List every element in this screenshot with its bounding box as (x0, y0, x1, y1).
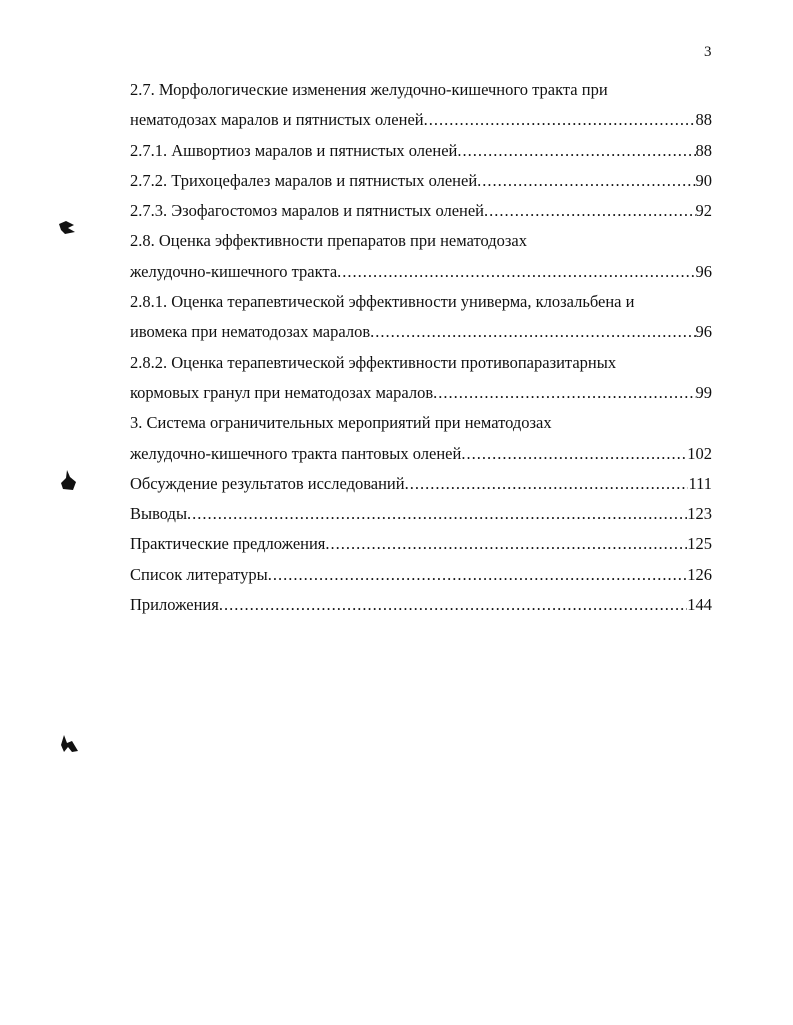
toc-entry (130, 226, 712, 287)
toc-entry-title: кормовых гранул при нематодозах маралов (130, 382, 434, 402)
dot-leader (325, 529, 687, 559)
punch-mark (56, 216, 78, 242)
toc-page-number: 102 (687, 443, 712, 463)
punch-mark (58, 468, 80, 494)
dot-leader (424, 105, 696, 135)
toc-page-number: 126 (687, 564, 712, 584)
toc-entry (130, 166, 712, 196)
toc-page-number: 90 (695, 170, 712, 190)
toc-entry-title: желудочно-кишечного тракта (130, 261, 338, 281)
toc-entry (130, 590, 712, 620)
toc-entry-final-line (130, 529, 712, 559)
toc-page-number: 125 (687, 534, 712, 554)
dot-leader (337, 257, 695, 287)
toc-entry (130, 560, 712, 590)
dot-leader (405, 469, 689, 499)
toc-entry-title: нематодозах маралов и пятнистых оленей (130, 110, 424, 130)
toc-page-number: 111 (688, 473, 712, 493)
toc-entry (130, 287, 712, 348)
toc-entry-final-line (130, 499, 712, 529)
toc-entry-line: 2.8. Оценка эффективности препаратов при нематодозах (130, 231, 527, 251)
toc-page-number: 96 (695, 261, 712, 281)
toc-entry-title: желудочно-кишечного тракта пантовых оленей (130, 443, 462, 463)
toc-entry (130, 499, 712, 529)
toc-entry-final-line (130, 166, 712, 196)
toc-entry-title: Список литературы (130, 564, 268, 584)
toc-page-number: 88 (695, 140, 712, 160)
toc-entry-final-line (130, 317, 712, 347)
page-number: 3 (704, 44, 712, 60)
toc-entry (130, 469, 712, 499)
dot-leader (370, 317, 695, 347)
toc-entry (130, 529, 712, 559)
dot-leader (461, 439, 687, 469)
toc-entry-final-line (130, 590, 712, 620)
toc-entry-title: ивомека при нематодозах маралов (130, 322, 371, 342)
dot-leader (268, 560, 688, 590)
dot-leader (219, 590, 687, 620)
toc-entry-final-line (130, 105, 712, 135)
toc-entry-final-line (130, 469, 712, 499)
toc-page-number: 92 (695, 201, 712, 221)
toc-entry-line: 2.7. Морфологические изменения желудочно-кишечного тракта при (130, 80, 608, 99)
toc-entry-line: 2.8.1. Оценка терапевтической эффективности универма, клозальбена и (130, 292, 635, 312)
toc-entry (130, 408, 712, 469)
dot-leader (187, 499, 687, 529)
table-of-contents (130, 75, 712, 620)
toc-entry-line: 2.8.2. Оценка терапевтической эффективности противопаразитарных (130, 352, 617, 372)
toc-entry-title: Практические предложения (130, 534, 326, 554)
toc-page-number: 144 (687, 595, 712, 615)
toc-entry-final-line (130, 560, 712, 590)
toc-entry (130, 136, 712, 166)
toc-entry-final-line (130, 439, 712, 469)
toc-entry-final-line (130, 136, 712, 166)
toc-entry-title: 2.7.2. Трихоцефалез маралов и пятнистых оленей (130, 170, 478, 190)
toc-page-number: 88 (695, 110, 712, 130)
toc-page-number: 99 (695, 382, 712, 402)
toc-page-number: 96 (695, 322, 712, 342)
toc-entry-title: Приложения (130, 595, 219, 615)
dot-leader (484, 196, 695, 226)
toc-entry-title: 2.7.1. Ашвортиоз маралов и пятнистых оленей (130, 140, 458, 160)
toc-entry (130, 75, 712, 136)
toc-entry-final-line (130, 196, 712, 226)
toc-entry (130, 348, 712, 409)
toc-entry-line: 3. Система ограничительных мероприятий при нематодозах (130, 413, 552, 433)
toc-entry-final-line (130, 378, 712, 408)
toc-entry (130, 196, 712, 226)
dot-leader (457, 136, 695, 166)
dot-leader (433, 378, 695, 408)
toc-entry-title: Обсуждение результатов исследований (130, 473, 405, 493)
dot-leader (477, 166, 695, 196)
punch-mark (58, 733, 80, 759)
toc-page-number: 123 (687, 504, 712, 524)
toc-entry-title: Выводы (130, 504, 188, 524)
toc-entry-title: 2.7.3. Эзофагостомоз маралов и пятнистых оленей (130, 201, 485, 221)
toc-entry-final-line (130, 257, 712, 287)
